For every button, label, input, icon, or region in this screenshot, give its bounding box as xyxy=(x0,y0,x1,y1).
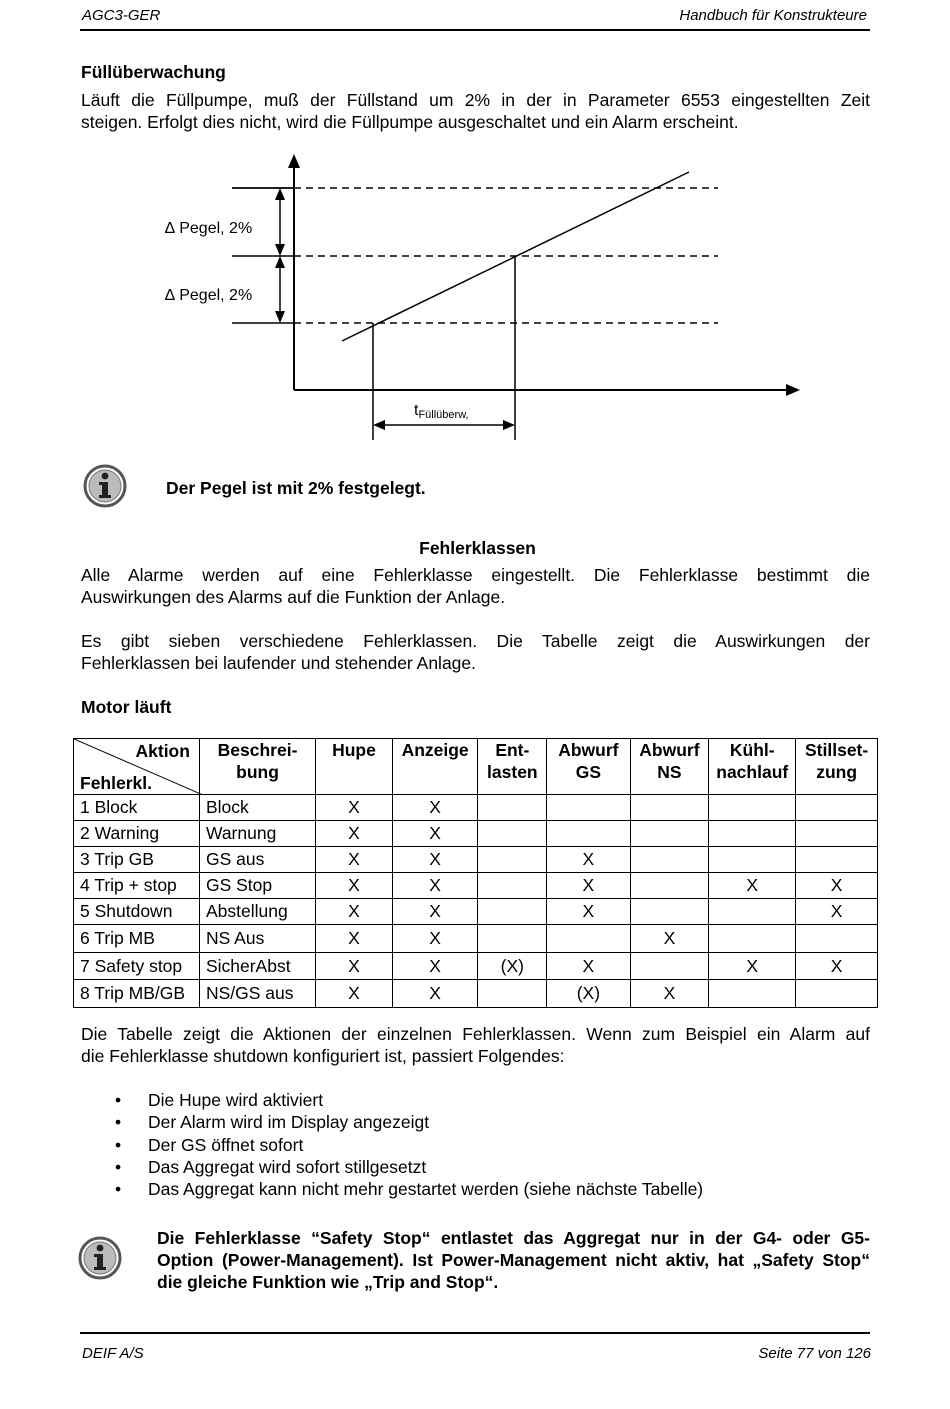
action-cell xyxy=(478,899,547,925)
column-header: Ent- lasten xyxy=(478,739,547,795)
action-cell xyxy=(478,847,547,873)
section-title-fuellueberwachung: Füllüberwachung xyxy=(81,62,226,82)
action-cell xyxy=(709,847,796,873)
action-cell xyxy=(630,847,709,873)
fault-class-cell: 8 Trip MB/GB xyxy=(74,980,200,1008)
list-item: • Das Aggregat kann nicht mehr gestartet werden (siehe nächste Tabelle) xyxy=(110,1178,703,1200)
table-row xyxy=(74,795,878,821)
paragraph-line: Läuft die Füllpumpe, muß der Füllstand um 2% in der in Parameter 6553 eingestellten Zeit xyxy=(81,90,870,110)
header-left: AGC3-GER xyxy=(82,7,161,24)
description-cell: GS Stop xyxy=(199,873,315,899)
action-cell: (X) xyxy=(547,980,630,1008)
action-cell: X xyxy=(392,925,478,953)
column-header: Beschrei- bung xyxy=(199,739,315,795)
action-cell: X xyxy=(316,873,393,899)
action-cell xyxy=(547,925,630,953)
action-cell: X xyxy=(392,873,478,899)
action-cell xyxy=(796,980,878,1008)
table-row xyxy=(74,873,878,899)
column-header: Abwurf NS xyxy=(630,739,709,795)
x-axis-arrow xyxy=(786,384,800,396)
paragraph-line: Alle Alarme werden auf eine Fehlerklasse eingestellt. Die Fehlerklasse bestimmt die xyxy=(81,565,870,585)
delta-label-upper: ∆ Pegel, 2% xyxy=(165,220,253,237)
table-row xyxy=(74,821,878,847)
action-cell: X xyxy=(316,899,393,925)
action-cell xyxy=(478,795,547,821)
action-cell: X xyxy=(316,795,393,821)
fault-class-cell: 4 Trip + stop xyxy=(74,873,200,899)
action-cell: X xyxy=(392,821,478,847)
description-cell: Warnung xyxy=(199,821,315,847)
action-cell: X xyxy=(709,953,796,980)
note-line: Die Fehlerklasse “Safety Stop“ entlastet das Aggregat nur in der G4- oder G5- xyxy=(157,1228,870,1248)
action-cell: X xyxy=(392,899,478,925)
list-item: • Der GS öffnet sofort xyxy=(110,1134,703,1156)
action-cell xyxy=(796,821,878,847)
action-cell xyxy=(478,821,547,847)
table-row xyxy=(74,980,878,1008)
action-cell xyxy=(709,925,796,953)
paragraph-line: Auswirkungen des Alarms auf die Funktion der Anlage. xyxy=(81,587,506,607)
action-cell xyxy=(478,925,547,953)
list-item: • Die Hupe wird aktiviert xyxy=(110,1089,703,1111)
paragraph-line: Die Tabelle zeigt die Aktionen der einzelnen Fehlerklassen. Wenn zum Beispiel ein Alarm auf xyxy=(81,1024,870,1044)
header-rule xyxy=(80,29,870,31)
action-cell: X xyxy=(392,847,478,873)
corner-header-cell xyxy=(74,739,200,795)
level-monitoring-diagram xyxy=(0,140,950,450)
action-cell: (X) xyxy=(478,953,547,980)
footer-right: Seite 77 von 126 xyxy=(758,1345,871,1362)
header-right: Handbuch für Konstrukteure xyxy=(679,7,867,24)
action-cell: X xyxy=(630,980,709,1008)
action-cell: X xyxy=(392,953,478,980)
fault-class-cell: 5 Shutdown xyxy=(74,899,200,925)
action-cell: X xyxy=(796,953,878,980)
action-cell: X xyxy=(316,925,393,953)
action-cell xyxy=(630,899,709,925)
footer-rule xyxy=(80,1332,870,1334)
table-body xyxy=(74,795,878,1008)
action-cell xyxy=(709,821,796,847)
action-cell: X xyxy=(709,873,796,899)
action-cell xyxy=(709,980,796,1008)
footer-left: DEIF A/S xyxy=(82,1345,144,1362)
action-cell xyxy=(547,795,630,821)
table-row xyxy=(74,899,878,925)
fault-class-cell: 7 Safety stop xyxy=(74,953,200,980)
action-cell: X xyxy=(547,899,630,925)
info-icon xyxy=(78,1236,122,1280)
action-cell xyxy=(478,980,547,1008)
action-cell xyxy=(478,873,547,899)
action-cell: X xyxy=(796,873,878,899)
action-cell: X xyxy=(316,847,393,873)
action-cell xyxy=(630,795,709,821)
info-icon xyxy=(83,464,127,508)
action-cell xyxy=(709,899,796,925)
action-cell xyxy=(547,821,630,847)
action-cell xyxy=(709,795,796,821)
list-item: • Das Aggregat wird sofort stillgesetzt xyxy=(110,1156,703,1178)
description-cell: NS/GS aus xyxy=(199,980,315,1008)
note-text: Der Pegel ist mit 2% festgelegt. xyxy=(166,478,426,498)
column-header: Abwurf GS xyxy=(547,739,630,795)
action-cell: X xyxy=(316,821,393,847)
action-cell xyxy=(796,795,878,821)
action-cell: X xyxy=(392,980,478,1008)
table-header-row xyxy=(74,739,878,795)
action-cell: X xyxy=(796,899,878,925)
action-cell xyxy=(630,821,709,847)
column-header: Stillset- zung xyxy=(796,739,878,795)
action-cell xyxy=(630,873,709,899)
fault-class-cell: 6 Trip MB xyxy=(74,925,200,953)
action-cell: X xyxy=(547,953,630,980)
list-item: • Der Alarm wird im Display angezeigt xyxy=(110,1111,703,1133)
action-cell: X xyxy=(392,795,478,821)
paragraph-line: die Fehlerklasse shutdown konfiguriert ist, passiert Folgendes: xyxy=(81,1046,565,1066)
action-cell: X xyxy=(547,873,630,899)
description-cell: SicherAbst xyxy=(199,953,315,980)
column-header: Hupe xyxy=(316,739,393,795)
action-cell: X xyxy=(316,980,393,1008)
action-cell xyxy=(630,953,709,980)
table-row xyxy=(74,847,878,873)
description-cell: GS aus xyxy=(199,847,315,873)
fault-class-cell: 3 Trip GB xyxy=(74,847,200,873)
action-cell xyxy=(796,925,878,953)
action-cell xyxy=(796,847,878,873)
action-cell: X xyxy=(630,925,709,953)
time-label: tFüllüberw, xyxy=(414,402,469,421)
table-row xyxy=(74,953,878,980)
note-line: die gleiche Funktion wie „Trip and Stop“. xyxy=(157,1272,499,1292)
section-title-fehlerklassen: Fehlerklassen xyxy=(419,538,536,558)
description-cell: Block xyxy=(199,795,315,821)
paragraph-line: Es gibt sieben verschiedene Fehlerklassen. Die Tabelle zeigt die Auswirkungen der xyxy=(81,631,870,651)
paragraph-line: Fehlerklassen bei laufender und stehender Anlage. xyxy=(81,653,476,673)
fault-class-cell: 1 Block xyxy=(74,795,200,821)
description-cell: NS Aus xyxy=(199,925,315,953)
column-header: Anzeige xyxy=(392,739,478,795)
corner-label-faultclass: Fehlerkl. xyxy=(80,773,152,793)
y-axis-arrow xyxy=(288,154,300,168)
fault-class-table xyxy=(73,738,878,1008)
note-line: Option (Power-Management). Ist Power-Management nicht aktiv, hat „Safety Stop“ xyxy=(157,1250,870,1270)
description-cell: Abstellung xyxy=(199,899,315,925)
corner-label-action: Aktion xyxy=(135,741,190,761)
column-header: Kühl- nachlauf xyxy=(709,739,796,795)
fault-class-cell: 2 Warning xyxy=(74,821,200,847)
action-cell: X xyxy=(316,953,393,980)
action-cell: X xyxy=(547,847,630,873)
subsection-title: Motor läuft xyxy=(81,697,172,717)
delta-label-lower: ∆ Pegel, 2% xyxy=(165,287,253,304)
bullet-list xyxy=(110,1089,703,1200)
table-row xyxy=(74,925,878,953)
paragraph-line: steigen. Erfolgt dies nicht, wird die Füllpumpe ausgeschaltet und ein Alarm erscheint. xyxy=(81,112,739,132)
